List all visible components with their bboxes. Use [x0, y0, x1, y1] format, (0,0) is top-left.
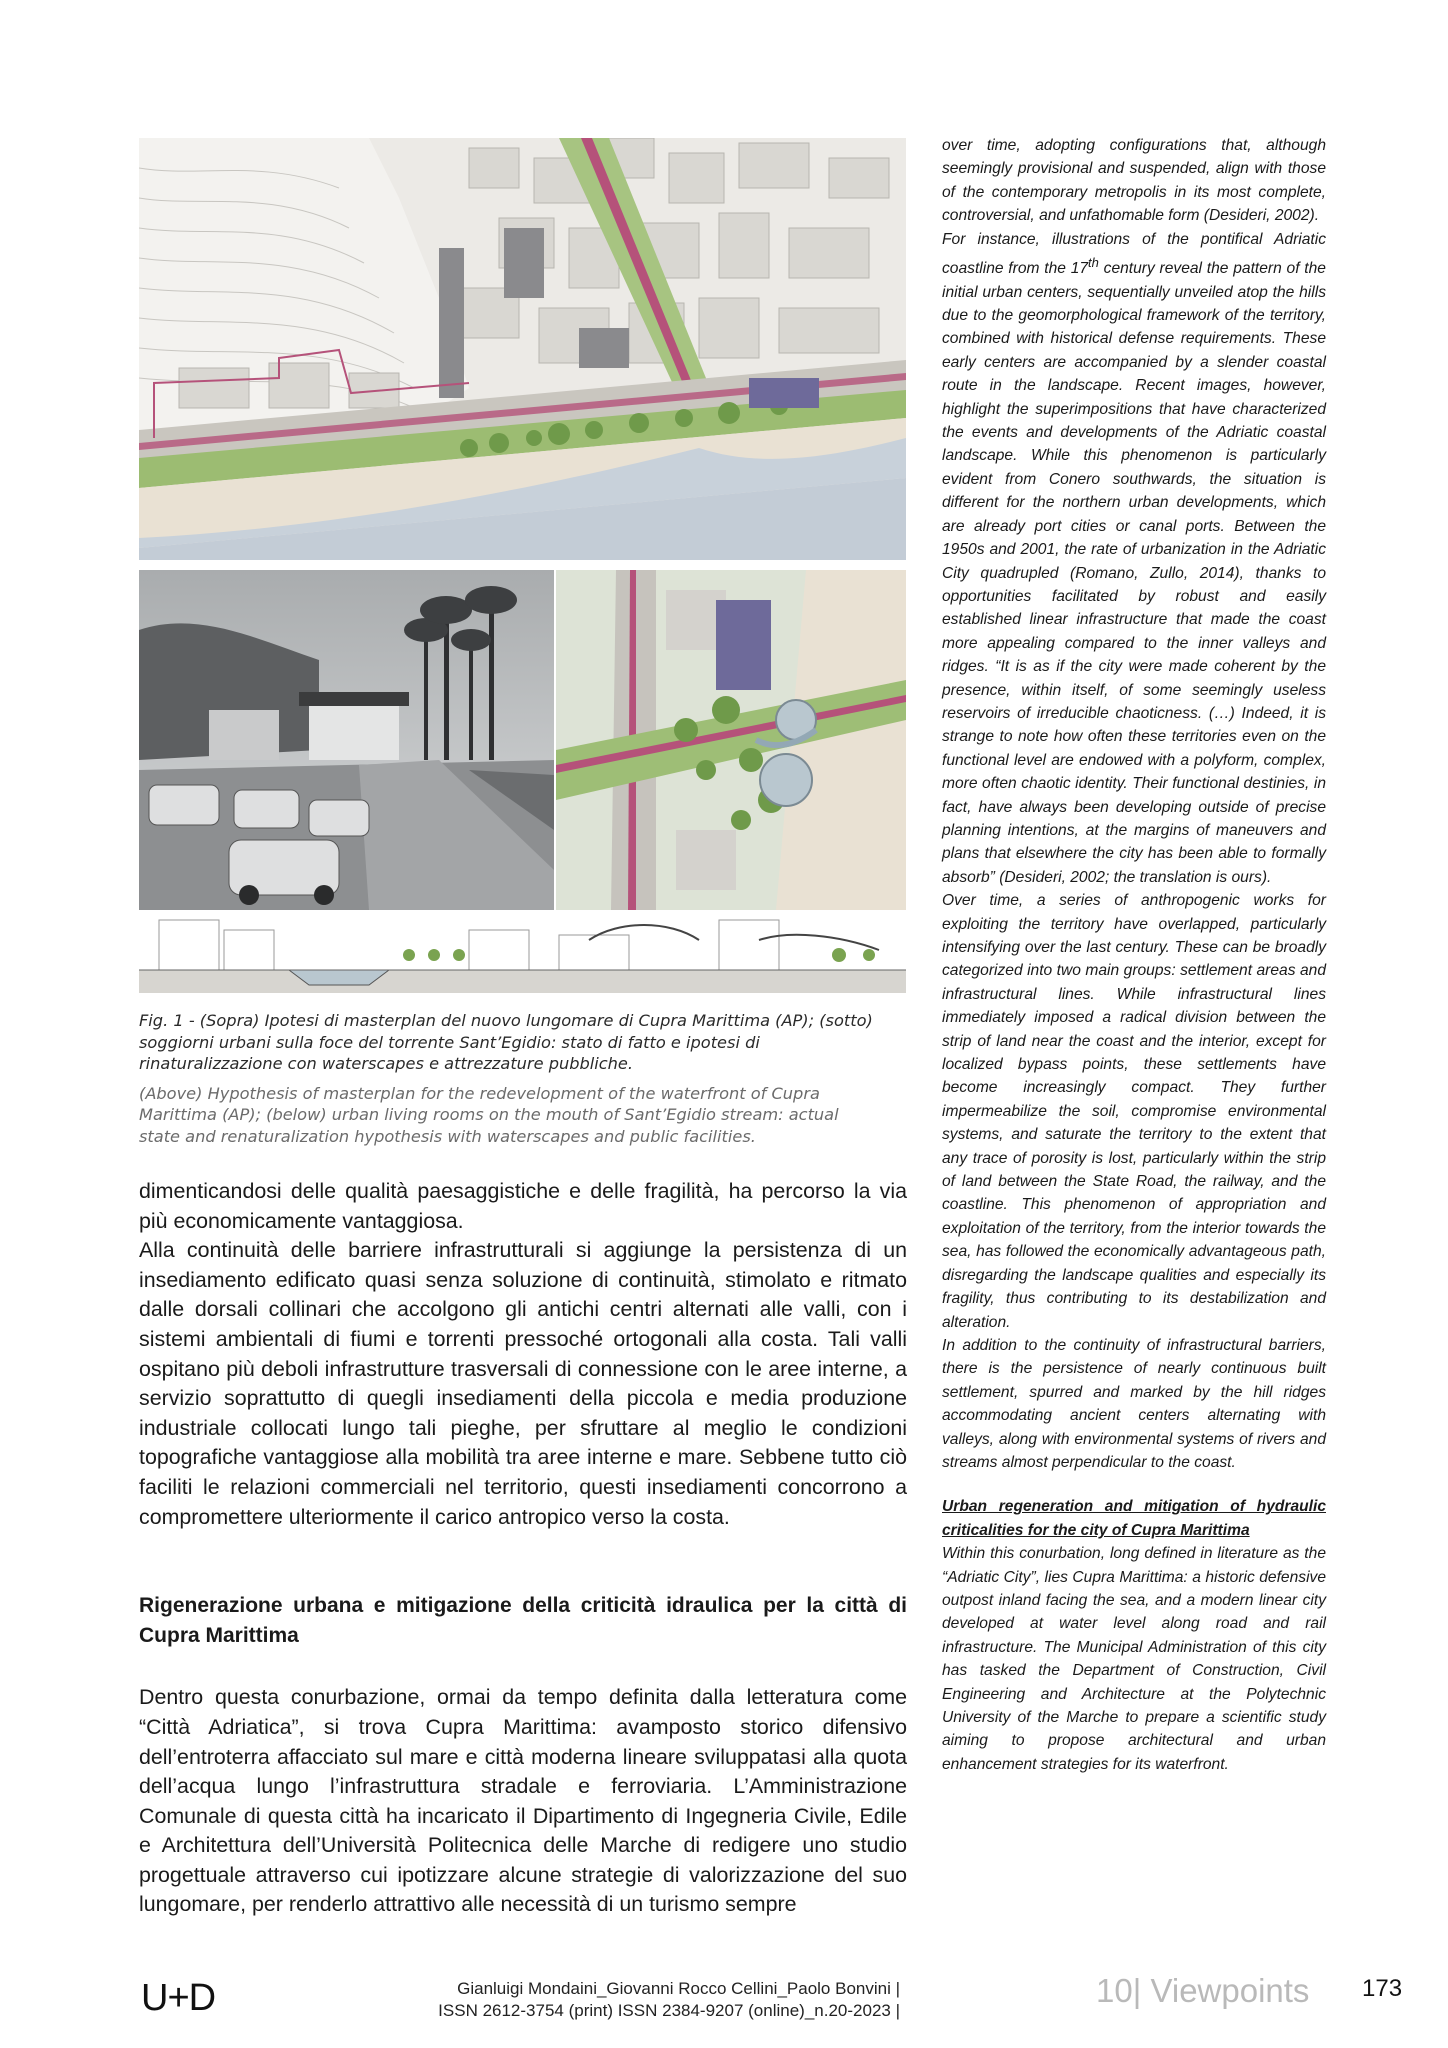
italian-paragraph-2: Alla continuità delle barriere infrastrutturali si aggiunge la persistenza di un insediamento edificato quasi senza soluzione di continuità, stimolato e ritmato dalle dorsali collinari che accolgono gli antichi centri alternati alle valli, con i sistemi ambientali di fiumi e torrenti pressoché ortogonali alla costa. Tali valli ospitano più deboli infrastrutture trasversali di connessione con le aree interne, a servizio soprattutto di quegli insediamenti della piccola e media produzione industriale collocati lungo tali pieghe, per sfruttare al meglio le condizioni topografiche vantaggiose alla mobilità tra aree interne e mare. Sebbene tutto ciò faciliti le relazioni commerciali nel territorio, questi insediamenti concorrono a compromettere ulteriormente il carico antropico verso la costa.	[139, 1238, 907, 1529]
english-paragraph-5: Within this conurbation, long defined in literature as the “Adriatic City”, lies Cupra Marittima: a historic defensive outpost inland facing the sea, and a modern linear city developed at water level along road and rail infrastructure. The Municipal Administration of this city has tasked the Department of Construction, Civil Engineering and Architecture at the Polytechnic University of the Marche to prepare a scientific study aiming to propose architectural and urban enhancement strategies for its waterfront.	[942, 1545, 1326, 1773]
english-paragraph-4: In addition to the continuity of infrastructural barriers, there is the persistence of nearly continuous built settlement, spurred and marked by the hill ridges accommodating ancient centers alternating with valleys, along with environmental systems of rivers and streams almost perpendicular to the coast.	[942, 1336, 1326, 1471]
footer-authors: Gianluigi Mondaini_Giovanni Rocco Cellini_Paolo Bonvini |	[457, 1979, 900, 1998]
section-label: 10| Viewpoints	[1096, 1972, 1310, 2009]
footer-credits	[418, 1978, 900, 2022]
english-paragraph-2	[942, 228, 1326, 890]
page-number: 173	[1362, 1975, 1403, 2002]
italian-section-heading: Rigenerazione urbana e mitigazione della criticità idraulica per la città di Cupra Marittima	[139, 1594, 907, 1647]
english-body	[942, 134, 1326, 1776]
figure-caption	[139, 1010, 879, 1148]
renaturalization-plan	[556, 570, 906, 910]
section-drawing	[139, 910, 906, 993]
english-paragraph-2a: For instance, illustrations of the pontifical Adriatic coastline from the 17	[942, 230, 1326, 278]
english-paragraph-1: over time, adopting configurations that, although seemingly provisional and suspended, align with those of the contemporary metropolis in its most complete, controversial, and unfathomable form (Desideri, 2002).	[942, 137, 1326, 225]
plan-drawing	[556, 570, 906, 910]
italian-paragraph-1: dimenticandosi delle qualità paesaggistiche e delle fragilità, ha percorso la via più economicamente vantaggiosa.	[139, 1179, 907, 1233]
caption-english: (Above) Hypothesis of masterplan for the redevelopment of the waterfront of Cupra Marittima (AP); (below) urban living rooms on the mouth of Sant’Egidio stream: actual state and renaturalization hypothesis with waterscapes and public facilities.	[139, 1083, 839, 1146]
footer-issn: ISSN 2612-3754 (print) ISSN 2384-9207 (online)_n.20-2023 |	[438, 2001, 900, 2020]
caption-italian: Fig. 1 - (Sopra) Ipotesi di masterplan del nuovo lungomare di Cupra Marittima (AP); (sotto) soggiorni urbani sulla foce del torrente Sant’Egidio: stato di fatto e ipotesi di rinaturalizzazione con waterscapes e attrezzature pubbliche.	[139, 1011, 873, 1074]
journal-logo: U+D	[141, 1977, 216, 2019]
masterplan-drawing	[139, 138, 906, 560]
english-paragraph-3: Over time, a series of anthropogenic works for exploiting the territory have overlapped, particularly intensifying over the last century. These can be broadly categorized into two main groups: settlement areas and infrastructural lines. While infrastructural lines immediately imposed a radical division between the strip of land near the coast and the interior, except for localized bypass points, these settlements have become increasingly compact. They further impermeabilize the soil, compromise environmental systems, and saturate the territory to the extent that any trace of porosity is lost, particularly within the strip of land between the State Road, the railway, and the coastline. This phenomenon of appropriation and exploitation of the territory, from the interior towards the sea, has followed the economically advantageous path, disregarding the landscape qualities and especially its fragility, thus contributing to its destabilization and alteration.	[942, 892, 1326, 1331]
street-photo	[139, 570, 554, 910]
english-paragraph-2b: century reveal the pattern of the initial urban centers, sequentially unveiled atop the hills due to the geomorphological framework of the territory, combined with historical defense requirements. These early centers are accompanied by a slender coastal route in the landscape. Recent images, however, highlight the superimpositions that have characterized the events and developments of the Adriatic coastal landscape. While this phenomenon is particularly evident from Conero southwards, the situation is different for the northern urban developments, which are already port cities or canal ports. Between the 1950s and 2001, the rate of urbanization in the Adriatic City quadrupled (Romano, Zullo, 2014), thanks to opportunities facilitated by robust and easily established linear infrastructure that made the coast more appealing compared to the inner valleys and ridges. “It is as if the city were made coherent by the presence, within itself, of some seemingly useless reservoirs of irreducible chaoticness. (…) Indeed, it is strange to note how often these territories even on the functional level are endowed with a polyform, complex, more often chaotic identity. Their functional destinies, in fact, have always been developing outside of precise planning intentions, at the margins of maneuvers and plans that elsewhere the city has been able to formally absorb” (Desideri, 2002; the translation is ours).	[942, 260, 1326, 886]
italian-body	[139, 1177, 907, 1920]
existing-state-photo	[139, 570, 554, 910]
section-svg	[139, 910, 906, 993]
masterplan-figure	[139, 138, 906, 560]
italian-paragraph-3: Dentro questa conurbazione, ormai da tempo definita dalla letteratura come “Città Adriatica”, si trova Cupra Marittima: avamposto storico difensivo dell’entroterra affacciato sul mare e città moderna lineare sviluppatasi alla quota dell’acqua lungo l’infrastruttura stradale e ferroviaria. L’Amministrazione Comunale di questa città ha incaricato il Dipartimento di Ingegneria Civile, Edile e Architettura dell’Università Politecnica delle Marche di redigere uno studio progettuale attraverso cui ipotizzare alcune strategie di valorizzazione del suo lungomare, per renderlo attrattivo alle necessità di un turismo sempre	[139, 1685, 907, 1917]
ordinal-suffix: th	[1088, 255, 1099, 271]
english-section-heading: Urban regeneration and mitigation of hydraulic criticalities for the city of Cupra Marittima	[942, 1498, 1326, 1539]
